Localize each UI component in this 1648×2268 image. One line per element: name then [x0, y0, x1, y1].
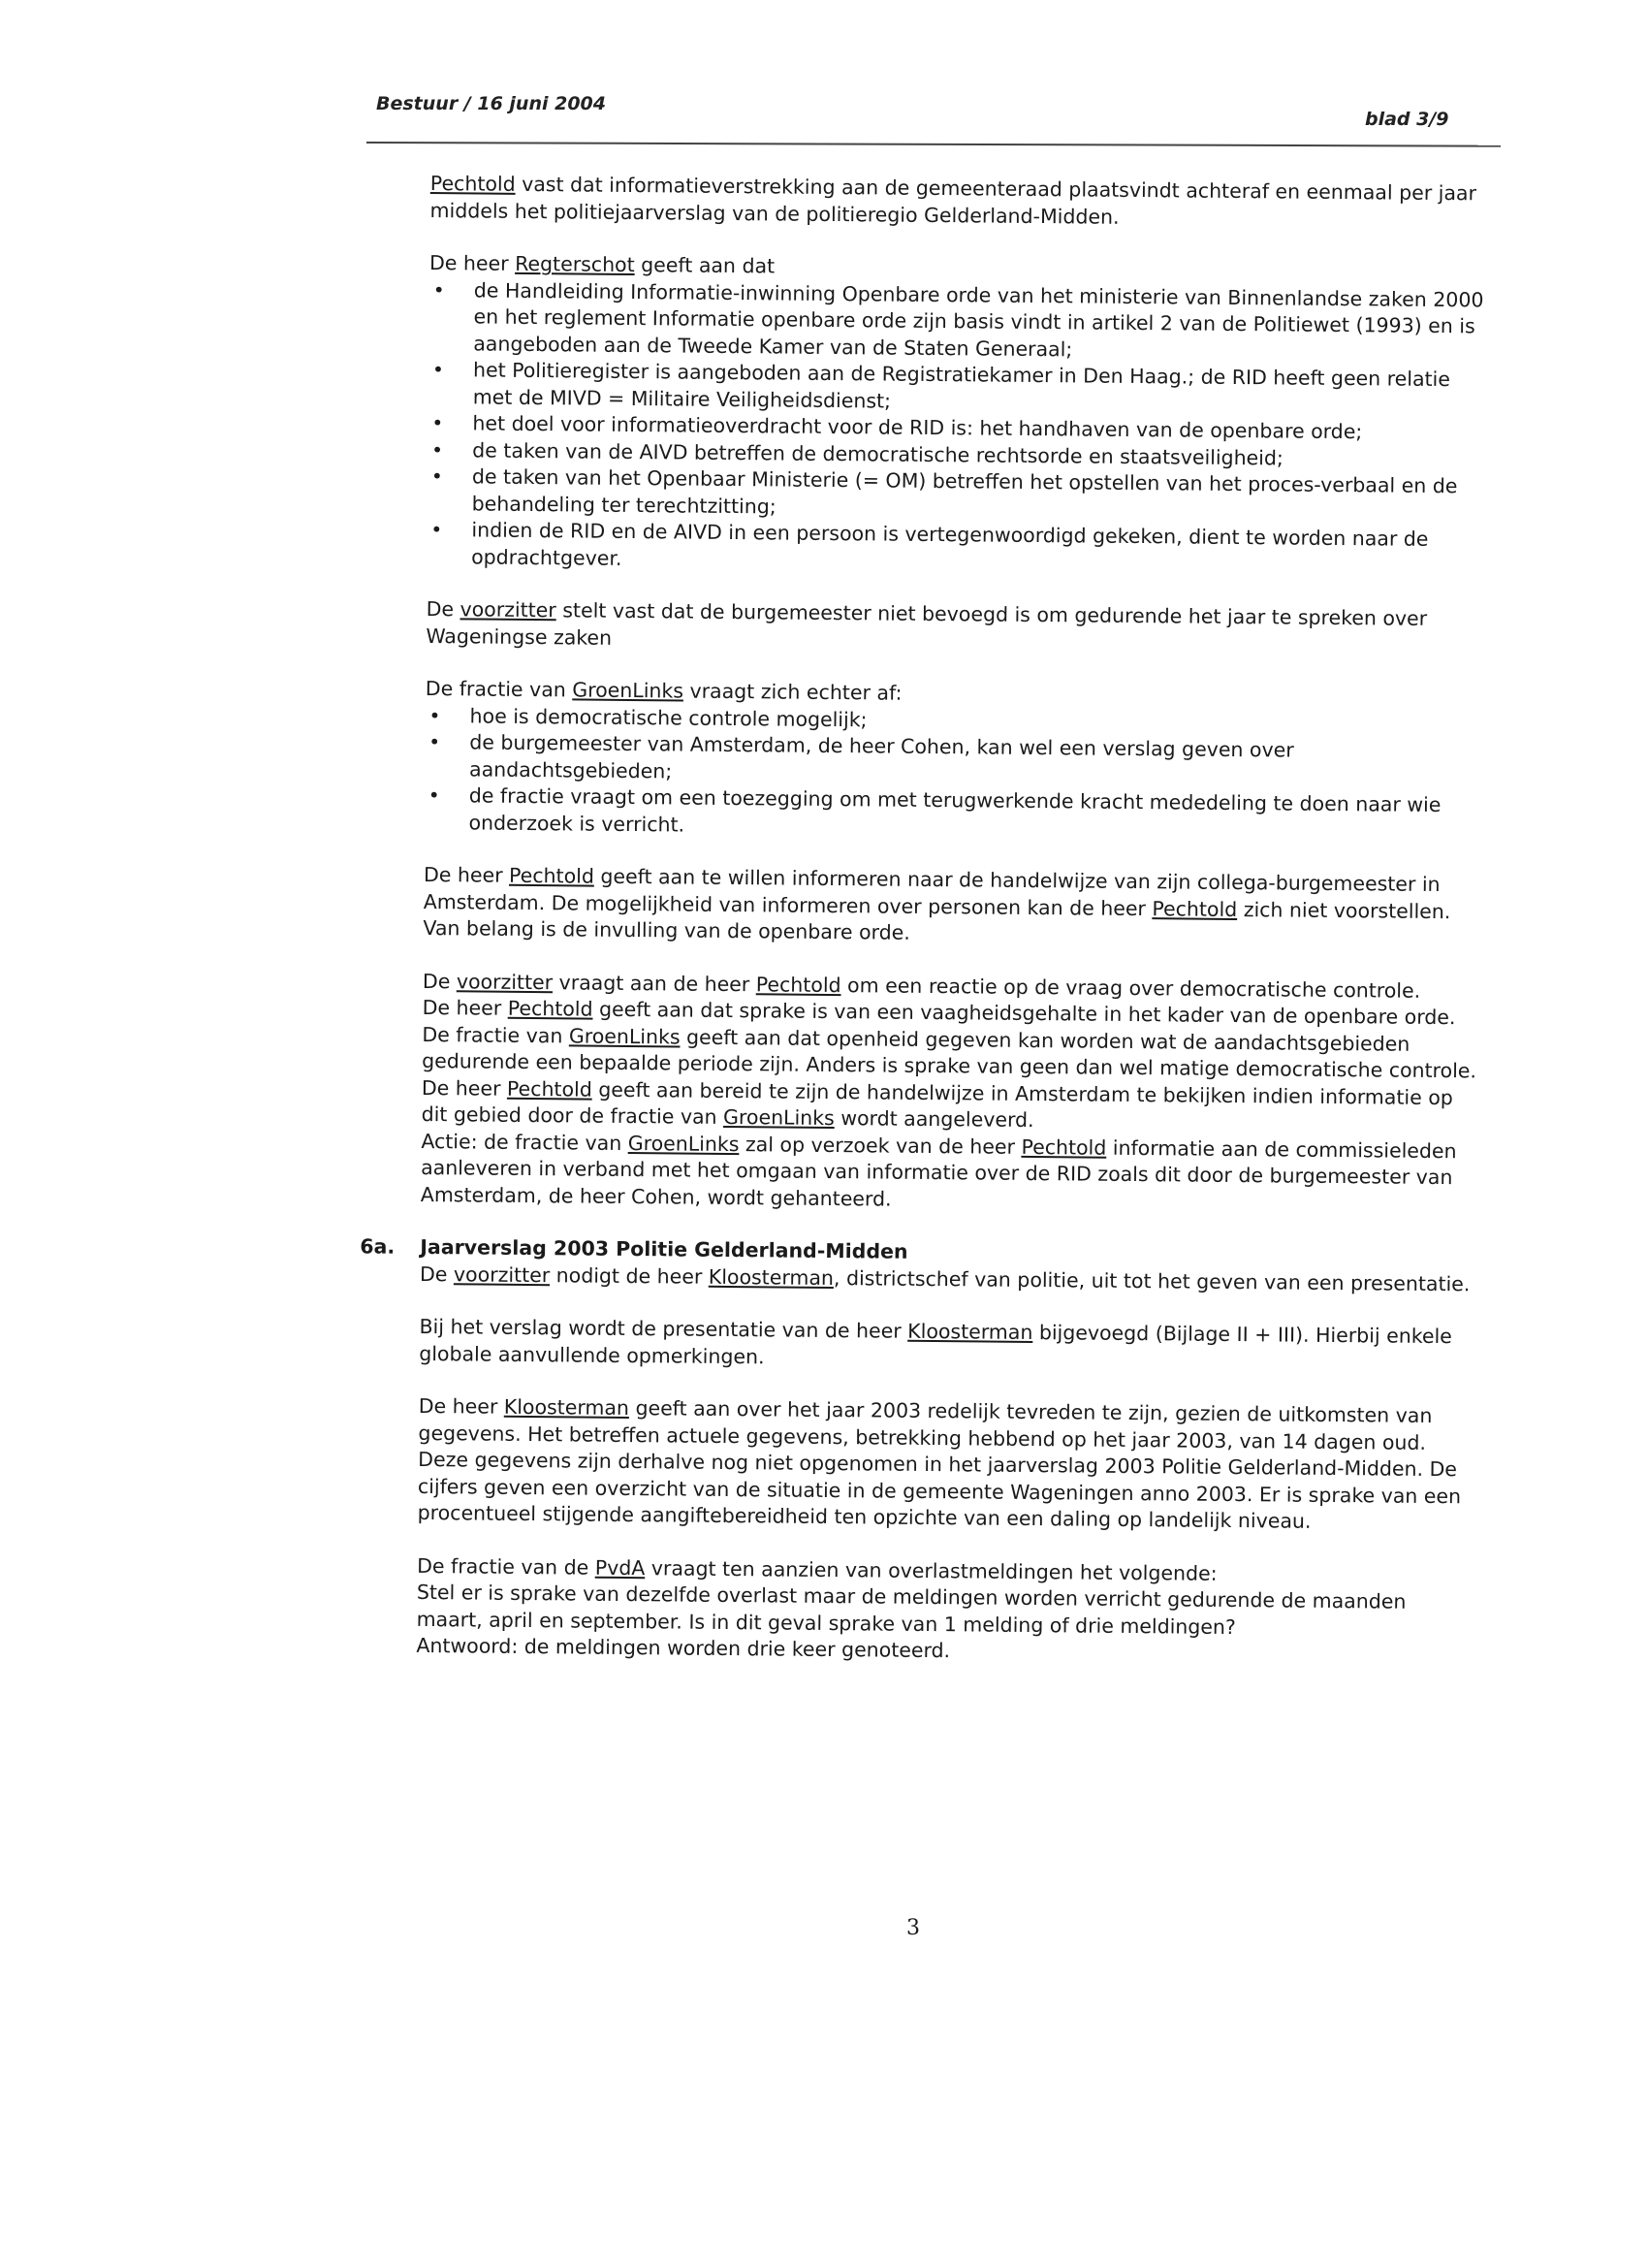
text: nodigt de heer	[550, 1262, 709, 1289]
text: zich niet voorstellen. Van belang is de invulling van de openbare orde.	[423, 897, 1451, 944]
paragraph-kloosterman	[418, 1393, 1475, 1537]
header-divider	[366, 142, 1501, 147]
paragraph-pechtold-response	[423, 862, 1480, 952]
text: geeft aan bereid te zijn de handelwijze in Amsterdam te bekijken indien informatie op dit gebied door de fractie van	[421, 1077, 1453, 1129]
text: Antwoord: de meldingen worden drie keer genoteerd.	[416, 1633, 951, 1663]
party-name: GroenLinks	[568, 1023, 681, 1049]
list-item: • de burgemeester van Amsterdam, de heer Cohen, kan wel een verslag geven over aandachtsgebieden;	[425, 729, 1481, 792]
text: geeft aan dat openheid gegeven kan worden wat de aandachtsgebieden gedurende een bepaalde periode zijn. Anders is sprake van geen dan wel matige democratische controle.	[422, 1025, 1477, 1083]
text: geeft aan dat	[634, 253, 776, 278]
section-title: Jaarverslag 2003 Politie Gelderland-Midden	[420, 1234, 908, 1263]
person-name: Pechtold	[429, 171, 516, 196]
section-number: 6a.	[360, 1234, 396, 1259]
text: vraagt ten aanzien van overlastmeldingen het volgende:	[645, 1555, 1218, 1585]
person-name: Pechtold	[755, 972, 841, 997]
text: geeft aan over het jaar 2003 redelijk tevreden te zijn, gezien de uitkomsten van gegevens. Het betreffen actuele gegevens, betrekking hebbend op het jaar 2003, van 14 dagen oud. Deze gegevens zijn derhalve nog niet opgenomen in het jaarverslag 2003 Politie Gelderland-Midden. De cijfers geven een overzicht van de situatie in de gemeente Wageningen anno 2003. Er is sprake van een procentueel stijgende aangiftebereidheid ten opzichte van een daling op landelijk niveau.	[417, 1396, 1462, 1533]
text: De heer	[428, 250, 516, 275]
bullet-list-groenlinks	[424, 702, 1481, 846]
person-name: voorzitter	[453, 1262, 551, 1287]
text: vraagt zich echter af:	[682, 679, 903, 705]
text: De	[422, 969, 458, 993]
text: De heer	[421, 1075, 508, 1101]
section-6a	[360, 1234, 1476, 1297]
list-item: • het Politieregister is aangeboden aan de Registratiekamer in Den Haag.; de RID heeft geen relatie met de MIVD = Militaire Veiligheidsdienst;	[428, 357, 1485, 420]
person-name: voorzitter	[456, 969, 554, 994]
list-item: • indien de RID en de AIVD in een persoon is vertegenwoordigd gekeken, dient te worden naar de opdrachtgever.	[427, 517, 1483, 580]
party-name: PvdA	[594, 1555, 646, 1580]
text: De fractie van de	[417, 1553, 595, 1580]
text: De fractie van	[422, 1022, 570, 1047]
text: informatie aan de commissieleden aanleveren in verband met het omgaan van informatie over de RID zoals dit door de burgemeester van Amsterdam, de heer Cohen, wordt gehanteerd.	[420, 1135, 1457, 1211]
document-body	[360, 171, 1487, 1696]
person-name: Pechtold	[508, 863, 595, 888]
text: Stel er is sprake van dezelfde overlast maar de meldingen worden verricht gedurende de maanden maart, april en september. Is in dit geval sprake van 1 melding of drie meldingen?	[416, 1580, 1407, 1639]
paragraph-attachment	[419, 1314, 1475, 1377]
text: geeft aan te willen informeren naar de handelwijze van zijn collega-burgemeester in Amsterdam. De mogelijkheid van informeren over personen kan de heer	[423, 864, 1441, 920]
paragraph-discussion	[421, 968, 1479, 1218]
list-item: • de Handleiding Informatie-inwinning Openbare orde van het ministerie van Binnenlandse zaken 2000 en het reglement Informatie openbare orde zijn basis vindt in artikel 2 van de Politiewet (1993) en is aangeboden aan de Tweede Kamer van de Staten Generaal;	[428, 276, 1486, 367]
person-name: Pechtold	[1152, 896, 1238, 921]
person-name: Pechtold	[507, 996, 593, 1021]
person-name: Kloosterman	[708, 1264, 835, 1290]
text: om een reactie op de vraag over democratische controle.	[840, 973, 1421, 1003]
paragraph-voorzitter	[426, 596, 1482, 659]
person-name: Pechtold	[506, 1076, 592, 1102]
paragraph-pvda	[416, 1552, 1474, 1669]
list-item: • hoe is democratische controle mogelijk;	[425, 702, 1481, 739]
list-item: • de taken van het Openbaar Ministerie (= OM) betreffen het opstellen van het proces-verbaal en de behandeling ter terechtzitting;	[428, 463, 1484, 527]
party-name: GroenLinks	[572, 678, 684, 703]
text: zal op verzoek van de heer	[739, 1132, 1022, 1159]
paragraph-info-statement	[429, 171, 1486, 234]
page-number: 3	[906, 1916, 920, 1940]
text: Bij het verslag wordt de presentatie van de heer	[419, 1314, 908, 1343]
text: De	[426, 596, 460, 622]
text: De heer	[422, 995, 508, 1020]
text: wordt aangeleverd.	[834, 1106, 1034, 1133]
person-name: Regterschot	[515, 251, 635, 277]
person-name: Kloosterman	[503, 1394, 630, 1421]
party-name: GroenLinks	[722, 1104, 835, 1131]
party-name: GroenLinks	[627, 1131, 740, 1156]
text: bijgevoegd (Bijlage II + III). Hierbij enkele globale aanvullende opmerkingen.	[419, 1321, 1452, 1368]
text: stelt vast dat de burgemeester niet bevoegd is om gedurende het jaar te spreken over Wageningse zaken	[426, 598, 1428, 650]
header-meeting-date: Bestuur / 16 juni 2004	[376, 93, 606, 114]
bullet-list-regterschot	[427, 276, 1486, 580]
list-item: • het doel voor informatieoverdracht voor de RID is: het handhaven van de openbare orde;	[428, 410, 1484, 447]
text: vraagt aan de heer	[552, 970, 756, 996]
person-name: Pechtold	[1021, 1134, 1107, 1160]
text: De heer	[423, 862, 510, 887]
text: , districtschef van politie, uit tot het geven van een presentatie.	[833, 1265, 1471, 1295]
person-name: voorzitter	[460, 597, 556, 623]
text: geeft aan dat sprake is van een vaagheidsgehalte in het kader van de openbare orde.	[592, 997, 1456, 1030]
list-item: • de taken van de AIVD betreffen de democratische rechtsorde en staatsveiligheid;	[428, 436, 1484, 473]
text: De heer	[418, 1393, 504, 1419]
paragraph-text: vast dat informatieverstrekking aan de gemeenteraad plaatsvindt achteraf en eenmaal per jaar middels het politiejaarverslag van de politieregio Gelderland-Midden.	[429, 172, 1477, 229]
header-page-indicator: blad 3/9	[1365, 109, 1449, 130]
text: De fractie van	[425, 676, 573, 702]
text: De	[419, 1262, 455, 1286]
list-item: • de fractie vraagt om een toezegging om met terugwerkende kracht mededeling te doen naar wie onderzoek is verricht.	[424, 783, 1480, 846]
person-name: Kloosterman	[907, 1319, 1033, 1345]
text: Actie: de fractie van	[421, 1129, 628, 1155]
